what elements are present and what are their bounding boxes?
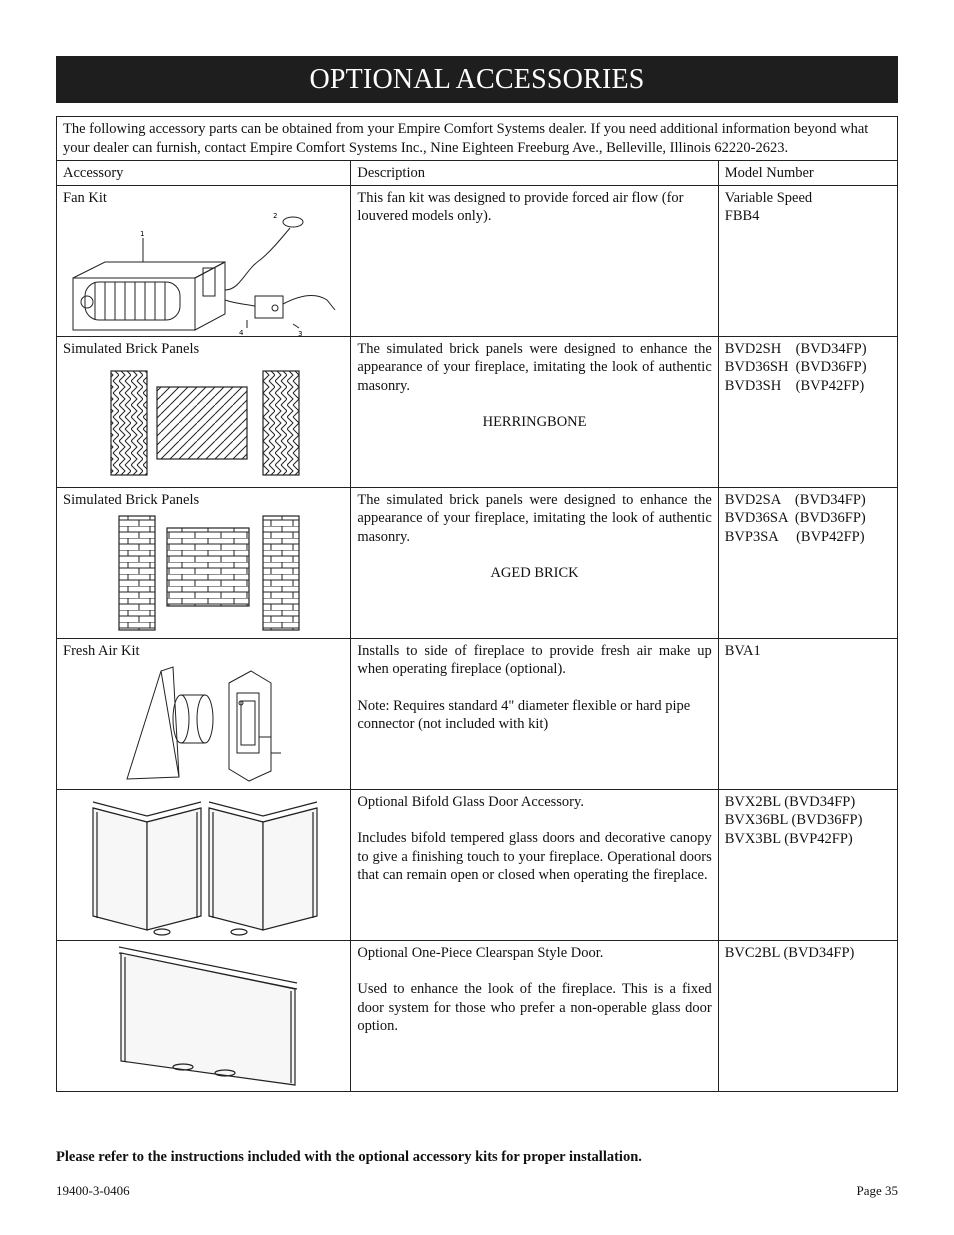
accessory-name: Simulated Brick Panels: [63, 340, 200, 357]
description-note: Note: Requires standard 4" diameter flexible or hard pipe connector (not included with kit): [357, 697, 691, 732]
accessory-cell: [57, 940, 351, 1091]
header-description: Description: [351, 161, 718, 186]
model-cell: [718, 487, 897, 638]
callout-3: 3: [298, 329, 303, 338]
document-number: 19400-3-0406: [56, 1183, 130, 1198]
model-cell: [718, 336, 897, 487]
header-model-number: Model Number: [718, 161, 897, 186]
table-row: [57, 940, 898, 1091]
model-number: BVC2BL (BVD34FP): [724, 944, 855, 961]
table-row: [57, 487, 898, 638]
model-number: Variable Speed: [724, 189, 813, 206]
installation-note: Please refer to the instructions included with the optional accessory kits for proper installation.: [56, 1149, 642, 1165]
accessory-cell: [57, 185, 351, 336]
bifold-door-illustration: [87, 794, 327, 938]
model-number: BVX36BL (BVD36FP): [724, 812, 863, 828]
model-number: BVD2SH (BVD34FP): [724, 340, 867, 357]
model-cell: [718, 638, 897, 789]
model-cell: [718, 789, 897, 940]
description-text: Installs to side of fireplace to provide fresh air make up when operating fireplace (optional).: [357, 642, 712, 677]
description-note: Used to enhance the look of the fireplace. This is a fixed door system for those who prefer a non-operable glass door option.: [357, 981, 712, 1034]
accessory-name: Simulated Brick Panels: [63, 491, 200, 508]
model-cell: [718, 185, 897, 336]
page-title: OPTIONAL ACCESSORIES: [56, 56, 898, 103]
model-number: BVX3BL (BVP42FP): [724, 830, 853, 847]
description-text: Optional One-Piece Clearspan Style Door.: [357, 944, 604, 961]
model-number: BVX2BL (BVD34FP): [724, 793, 856, 810]
model-number: BVD36SA (BVD36FP): [724, 510, 866, 526]
accessory-cell: [57, 789, 351, 940]
page-number: Page 35: [856, 1183, 898, 1198]
clearspan-door-illustration: [113, 943, 303, 1089]
herringbone-panels-illustration: [107, 369, 307, 477]
model-number: BVD36SH (BVD36FP): [724, 359, 867, 375]
model-number: FBB4: [724, 208, 760, 224]
callout-4: 4: [239, 328, 244, 337]
model-number: BVD3SH (BVP42FP): [724, 377, 865, 394]
brick-style-label: HERRINGBONE: [482, 414, 587, 430]
accessory-cell: [57, 336, 351, 487]
accessory-cell: [57, 638, 351, 789]
intro-text: The following accessory parts can be obtained from your Empire Comfort Systems dealer. If you need additional information beyond what your dealer can furnish, contact Empire Comfort Systems Inc., Nine Eighteen Freeburg Ave., Belleville, Illinois 62220-2623.: [57, 117, 898, 161]
aged-brick-panels-illustration: [117, 514, 303, 632]
description-text: Optional Bifold Glass Door Accessory.: [357, 793, 584, 810]
model-number: BVP3SA (BVP42FP): [724, 528, 865, 545]
description-text: This fan kit was designed to provide forced air flow (for louvered models only).: [357, 189, 684, 224]
table-row: [57, 789, 898, 940]
header-accessory: Accessory: [57, 161, 351, 186]
model-number: BVA1: [724, 642, 761, 659]
description-cell: [351, 336, 718, 487]
callout-2: 2: [273, 211, 278, 220]
accessory-name: Fan Kit: [63, 189, 107, 206]
description-cell: [351, 638, 718, 789]
description-cell: [351, 487, 718, 638]
table-row: [57, 638, 898, 789]
table-header-row: [57, 161, 898, 186]
accessory-cell: [57, 487, 351, 638]
accessories-table: [56, 116, 898, 1092]
description-text: The simulated brick panels were designed to enhance the appearance of your fireplace, imitating the look of authentic masonry.: [357, 340, 712, 394]
description-text: The simulated brick panels were designed to enhance the appearance of your fireplace, imitating the look of authentic masonry.: [357, 491, 712, 545]
table-row: [57, 336, 898, 487]
fresh-air-kit-illustration: [121, 663, 301, 783]
model-cell: [718, 940, 897, 1091]
table-row: [57, 185, 898, 336]
description-cell: [351, 185, 718, 336]
accessory-name: Fresh Air Kit: [63, 642, 140, 659]
callout-1: 1: [140, 229, 145, 238]
model-number: BVD2SA (BVD34FP): [724, 491, 866, 508]
fan-kit-illustration: [65, 200, 345, 340]
description-note: Includes bifold tempered glass doors and decorative canopy to give a finishing touch to your fireplace. Operational doors that can remain open or closed when operating the fireplace.: [357, 830, 712, 883]
description-cell: [351, 789, 718, 940]
description-cell: [351, 940, 718, 1091]
brick-style-label: AGED BRICK: [490, 565, 579, 581]
